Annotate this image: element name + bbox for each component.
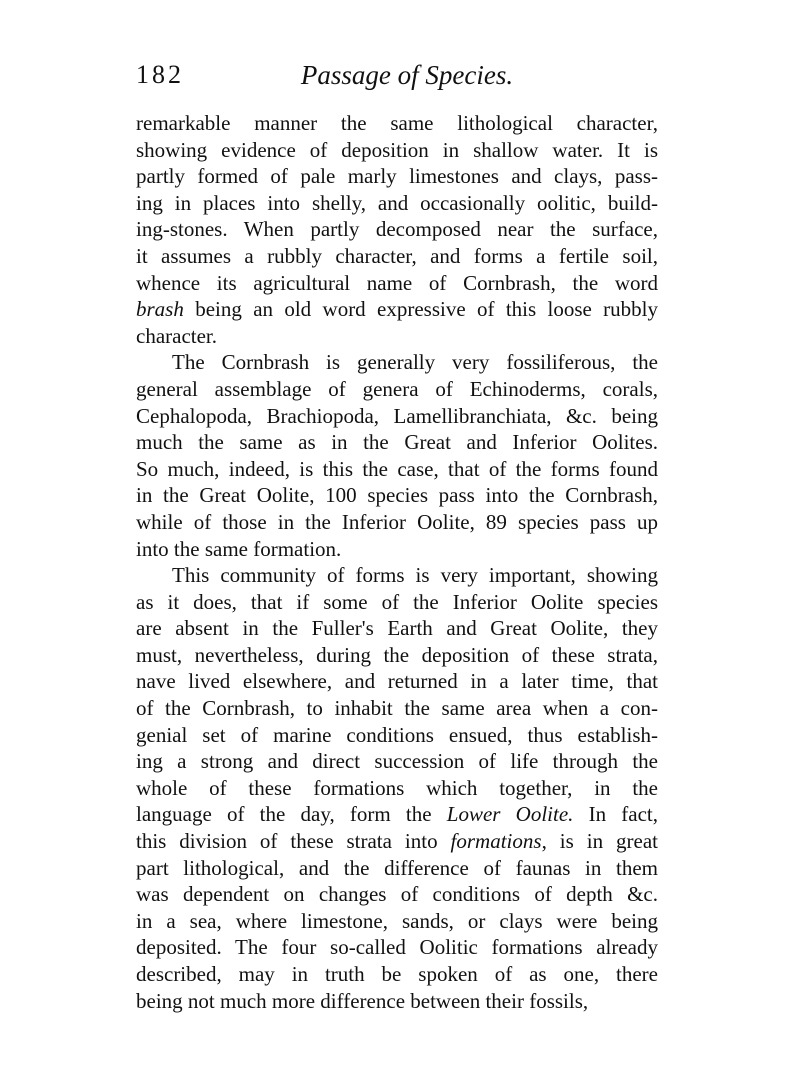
body-text — [136, 110, 658, 1014]
text-segment: part lithological, and the difference of faunas in them — [136, 855, 658, 880]
text-line — [136, 828, 658, 855]
text-line — [136, 775, 658, 802]
text-segment: ing a strong and direct succession of life through the — [136, 749, 658, 774]
text-line — [136, 270, 658, 297]
text-line — [136, 615, 658, 642]
text-segment: whence its agricultural name of Cornbrash, the word — [136, 270, 658, 295]
text-line — [136, 137, 658, 164]
text-segment: The Cornbrash is generally very fossiliferous, the — [172, 350, 658, 375]
text-line — [136, 748, 658, 775]
text-line — [136, 801, 658, 828]
text-segment: This community of forms is very important, showing — [172, 563, 658, 588]
text-line — [136, 908, 658, 935]
text-line — [136, 536, 658, 563]
page-number: 182 — [136, 60, 184, 89]
text-segment: So much, indeed, is this the case, that of the forms found — [136, 456, 658, 481]
text-line — [136, 482, 658, 509]
italic-text: formations — [450, 829, 542, 854]
text-segment: remarkable manner the same lithological character, — [136, 111, 658, 135]
text-line — [136, 376, 658, 403]
text-segment: described, may in truth be spoken of as one, there — [136, 962, 658, 986]
text-segment: into the same formation. — [136, 536, 342, 561]
text-line — [136, 456, 658, 483]
italic-text: brash — [136, 297, 184, 322]
text-line — [136, 934, 658, 961]
text-segment: showing evidence of deposition in shallow water. It is — [136, 137, 658, 162]
text-segment: must, nevertheless, during the deposition of these strata, — [136, 642, 658, 667]
text-segment: Cephalopoda, Brachiopoda, Lamellibranchiata, &c. being — [136, 403, 658, 428]
text-line — [136, 509, 658, 536]
text-line — [136, 429, 658, 456]
text-segment: in the Great Oolite, 100 species pass into the Cornbrash, — [136, 483, 658, 508]
text-line — [136, 881, 658, 908]
text-line — [136, 323, 658, 350]
text-segment: In fact, — [573, 802, 658, 827]
text-segment: while of those in the Inferior Oolite, 89 species pass up — [136, 509, 658, 534]
text-line — [136, 722, 658, 749]
running-head — [136, 60, 658, 96]
text-segment: being an old word expressive of this loose rubbly — [183, 297, 658, 322]
text-line — [136, 163, 658, 190]
text-segment: genial set of marine conditions ensued, thus establish- — [136, 722, 658, 747]
text-line — [136, 403, 658, 430]
text-line — [136, 642, 658, 669]
text-line — [136, 589, 658, 616]
text-line — [136, 243, 658, 270]
text-segment: being not much more difference between their fossils, — [136, 988, 589, 1013]
text-segment: , is in great — [541, 829, 658, 854]
text-segment: whole of these formations which together, in the — [136, 775, 658, 800]
text-line — [136, 216, 658, 243]
text-segment: are absent in the Fuller's Earth and Great Oolite, they — [136, 616, 658, 641]
text-segment: ing-stones. When partly decomposed near the surface, — [136, 217, 658, 242]
text-line — [136, 296, 658, 323]
text-line — [136, 855, 658, 882]
text-segment: of the Cornbrash, to inhabit the same area when a con- — [136, 696, 658, 721]
running-title: Passage of Species. — [300, 60, 514, 90]
text-line — [136, 562, 658, 589]
text-line — [136, 695, 658, 722]
text-line — [136, 988, 658, 1015]
text-line — [136, 110, 658, 137]
text-segment: was dependent on changes of conditions of depth &c. — [136, 882, 658, 907]
text-line — [136, 961, 658, 988]
text-line — [136, 349, 658, 376]
text-segment: ing in places into shelly, and occasionally oolitic, build- — [136, 190, 658, 215]
text-segment: deposited. The four so-called Oolitic formations already — [136, 935, 658, 960]
text-segment: this division of these strata into — [136, 829, 451, 854]
text-segment: language of the day, form the — [136, 802, 447, 827]
text-segment: partly formed of pale marly limestones and clays, pass- — [136, 164, 658, 189]
text-segment: as it does, that if some of the Inferior Oolite species — [136, 589, 658, 614]
text-line — [136, 190, 658, 217]
text-segment: general assemblage of genera of Echinoderms, corals, — [136, 376, 658, 401]
italic-text: Lower Oolite. — [446, 802, 574, 827]
text-line — [136, 668, 658, 695]
text-segment: nave lived elsewhere, and returned in a later time, that — [136, 669, 658, 694]
text-segment: it assumes a rubbly character, and forms a fertile soil, — [136, 243, 658, 268]
text-segment: much the same as in the Great and Inferior Oolites. — [136, 430, 658, 455]
text-segment: character. — [136, 323, 218, 348]
text-segment: in a sea, where limestone, sands, or clays were being — [136, 908, 658, 933]
